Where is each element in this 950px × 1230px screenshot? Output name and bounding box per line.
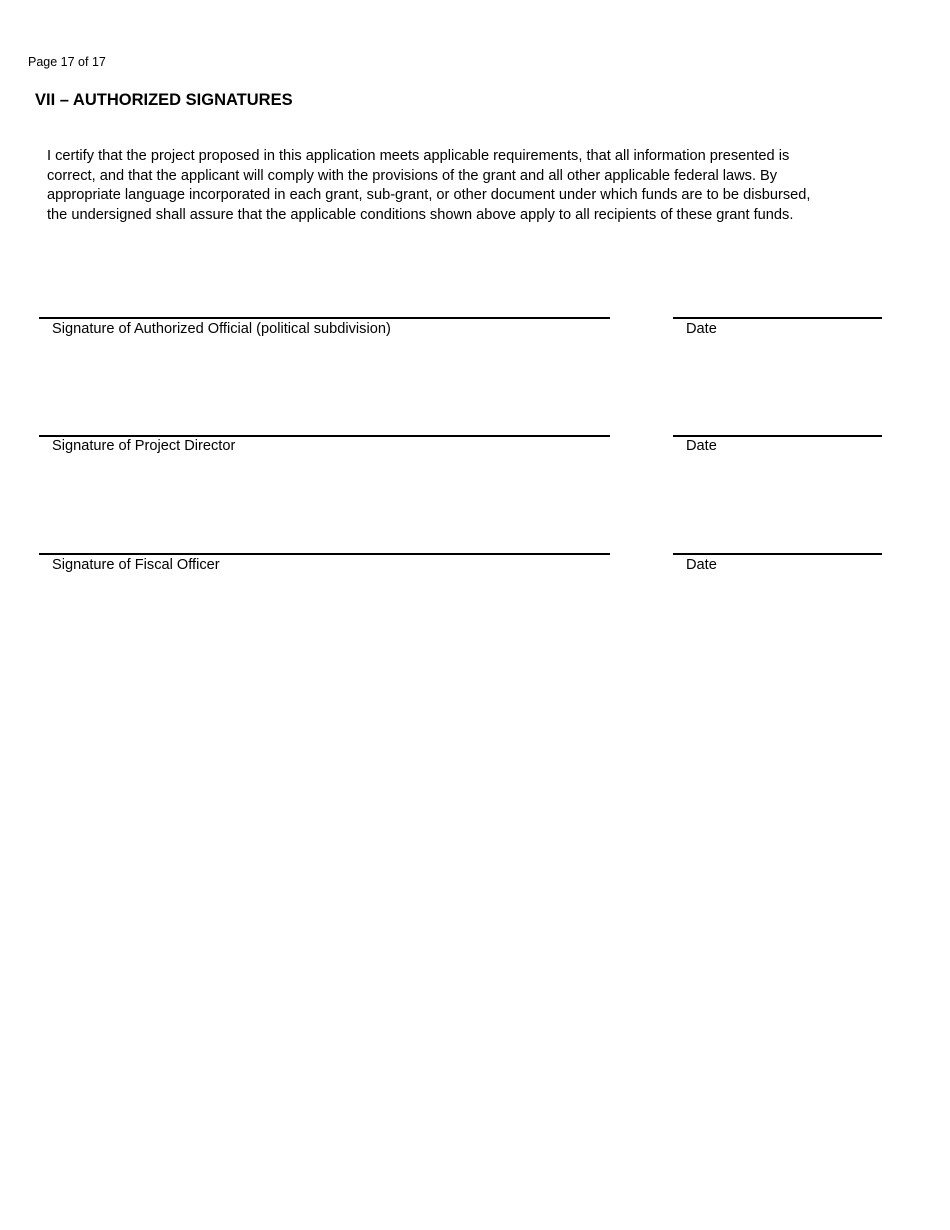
authorized-official-signature-line[interactable] <box>39 317 610 319</box>
authorized-official-date-line[interactable] <box>673 317 882 319</box>
certification-statement: I certify that the project proposed in this application meets applicable requirements, that all information presented is correct, and that the applicant will comply with the provisions of the grant and all other applicable federal laws. By appropriate language incorporated in each grant, sub-grant, or other document under which funds are to be disbursed, the undersigned shall assure that the applicable conditions shown above apply to all recipients of these grant funds. <box>47 148 811 223</box>
page-number: Page 17 of 17 <box>28 55 106 69</box>
project-director-signature-label: Signature of Project Director <box>52 438 236 454</box>
authorized-official-date-label: Date <box>686 321 717 337</box>
fiscal-officer-date-line[interactable] <box>673 553 882 555</box>
fiscal-officer-signature-line[interactable] <box>39 553 610 555</box>
fiscal-officer-date-label: Date <box>686 557 717 573</box>
section-title: VII – AUTHORIZED SIGNATURES <box>35 91 293 109</box>
fiscal-officer-signature-label: Signature of Fiscal Officer <box>52 557 220 573</box>
authorized-official-signature-label: Signature of Authorized Official (political subdivision) <box>52 321 391 337</box>
project-director-date-label: Date <box>686 438 717 454</box>
